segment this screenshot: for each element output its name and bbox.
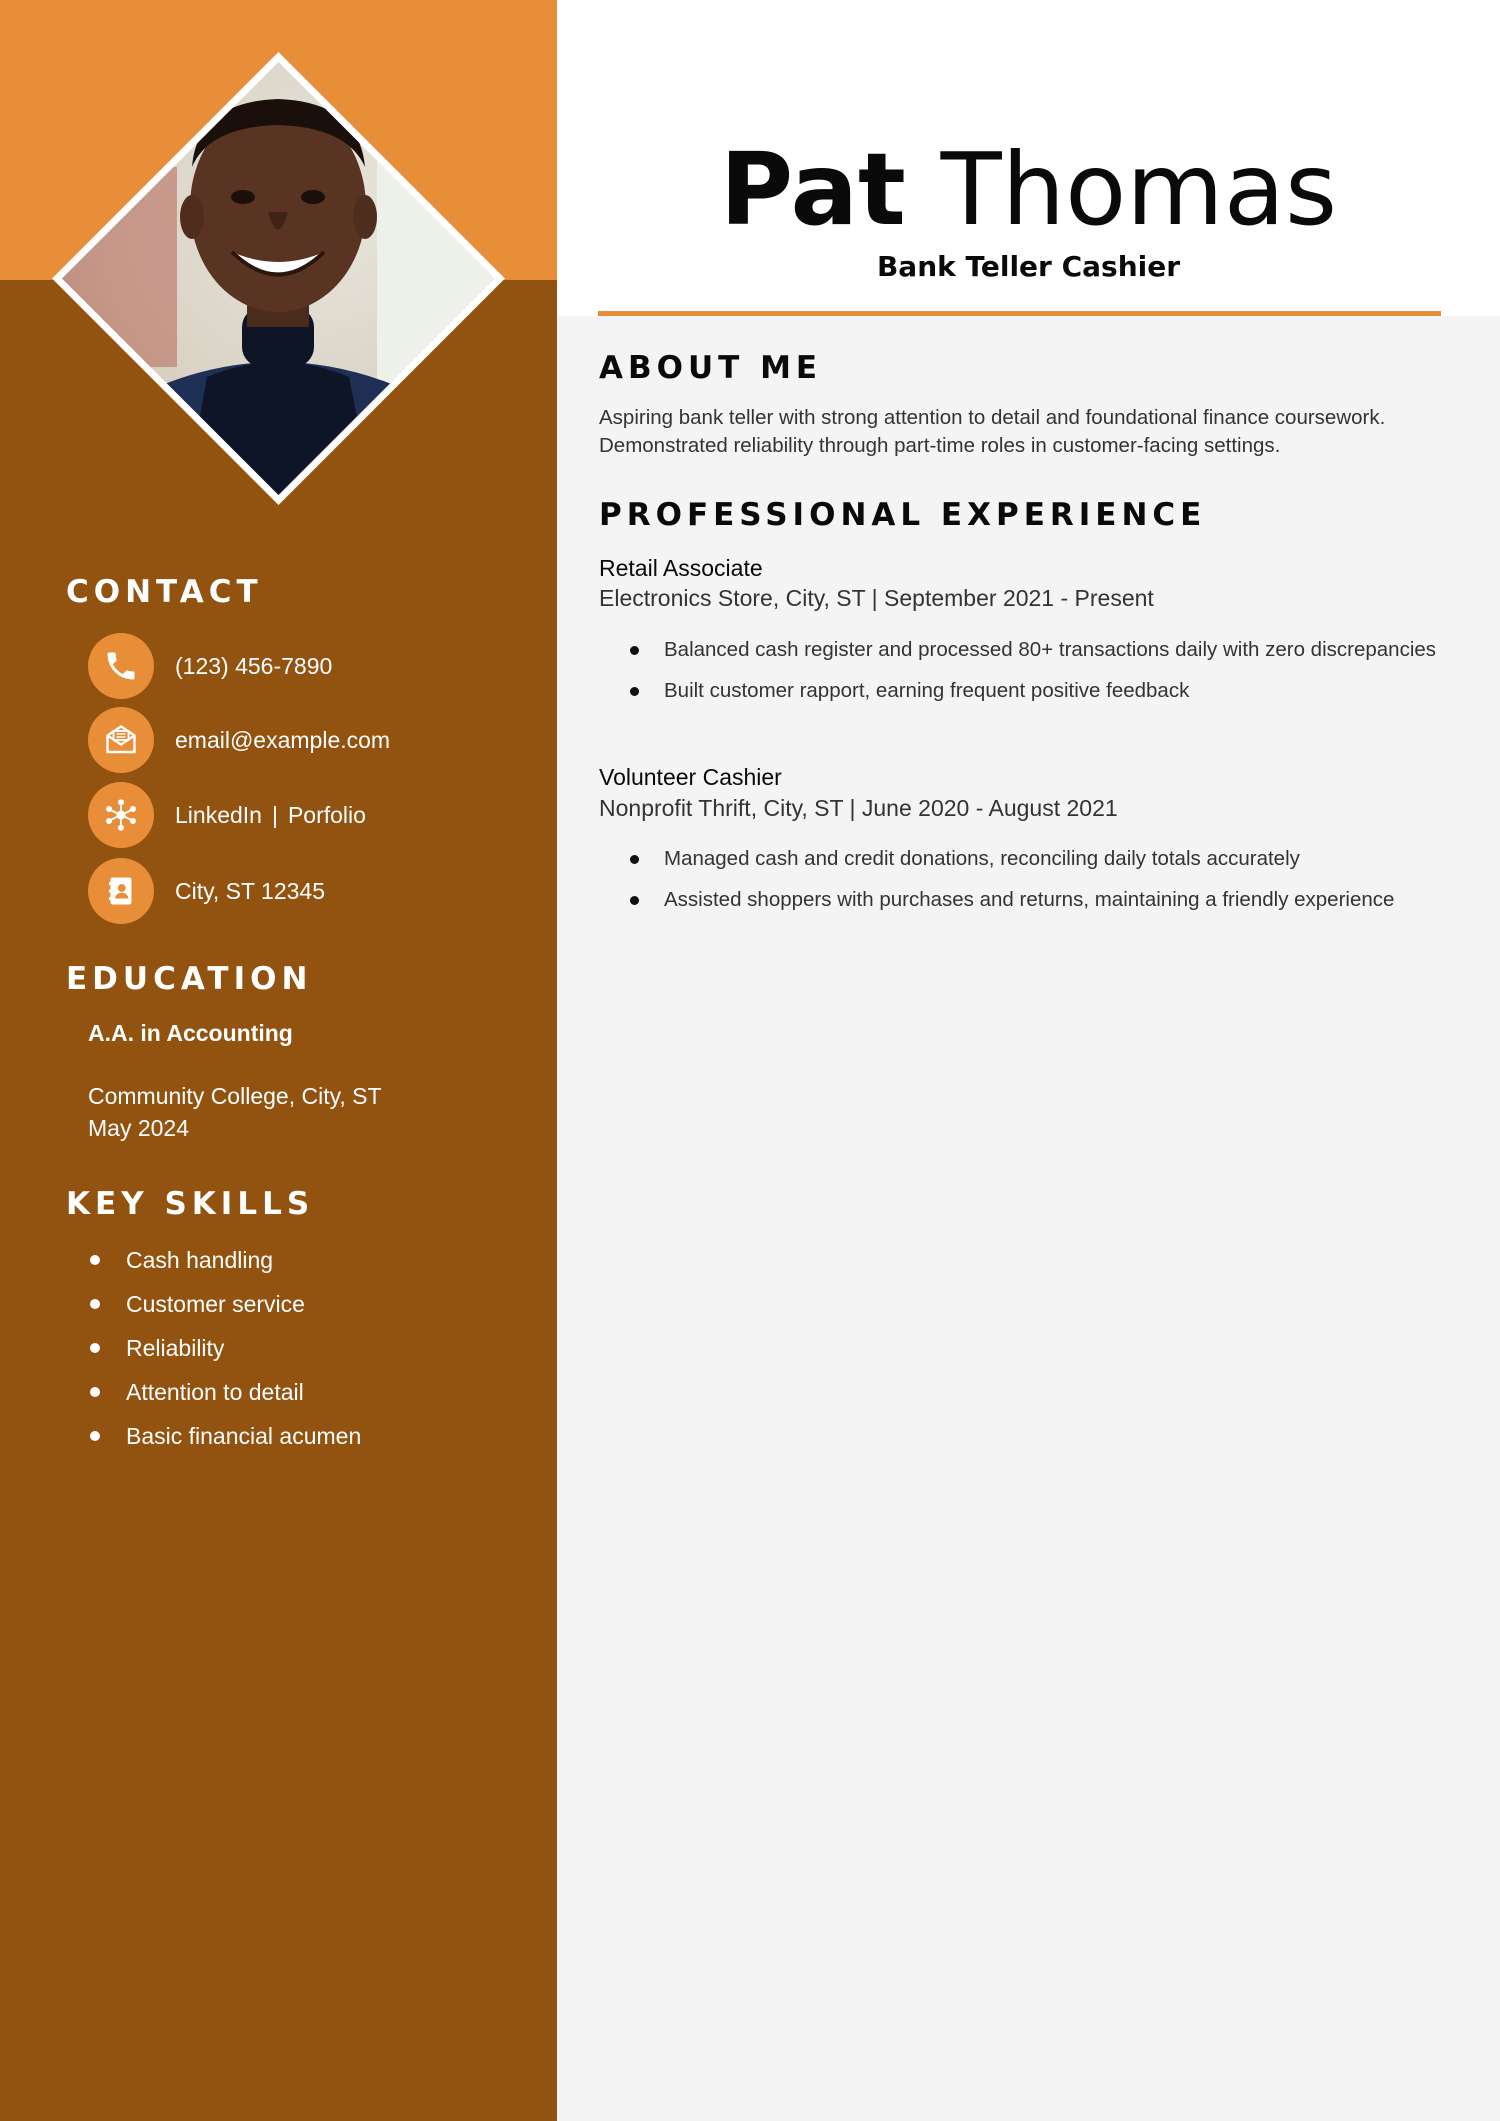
contact-location: [88, 858, 325, 924]
contact-links: [88, 782, 366, 848]
linkedin-link[interactable]: LinkedIn: [175, 801, 262, 828]
phone-text: (123) 456-7890: [175, 652, 333, 679]
contact-phone[interactable]: [88, 633, 332, 699]
about-heading: ABOUT ME: [599, 350, 823, 386]
skill-item: Attention to detail: [88, 1372, 361, 1416]
portfolio-link[interactable]: Porfolio: [287, 801, 366, 828]
skills-heading: KEY SKILLS: [66, 1186, 315, 1222]
skill-item: Reliability: [88, 1328, 361, 1372]
education-date: May 2024: [88, 1115, 190, 1141]
contact-heading: CONTACT: [66, 574, 263, 610]
location-text: City, ST 12345: [175, 877, 326, 904]
job-bullets: [625, 845, 1475, 927]
skill-item: Customer service: [88, 1284, 361, 1328]
job-role: Volunteer Cashier: [599, 764, 782, 790]
profile-photo: [47, 47, 510, 510]
phone-icon: [88, 633, 154, 699]
job-bullet: Managed cash and credit donations, reconciling daily totals accurately: [625, 845, 1475, 873]
skill-item: Cash handling: [88, 1240, 361, 1284]
job-meta: Nonprofit Thrift, City, ST | June 2020 - August 2021: [599, 795, 1118, 821]
job-role: Retail Associate: [599, 555, 763, 581]
job-meta: Electronics Store, City, ST | September 2021 - Present: [599, 585, 1154, 611]
contact-book-icon: [88, 858, 154, 924]
education-degree: A.A. in Accounting: [88, 1020, 293, 1046]
job-bullet: Assisted shoppers with purchases and returns, maintaining a friendly experience: [625, 886, 1475, 914]
last-name: Thomas: [940, 131, 1338, 248]
experience-heading: PROFESSIONAL EXPERIENCE: [599, 497, 1207, 533]
job-title: Bank Teller Cashier: [876, 250, 1181, 283]
skills-list: [88, 1240, 361, 1460]
candidate-name: [557, 130, 1500, 250]
skill-item: Basic financial acumen: [88, 1416, 361, 1460]
link-separator: |: [271, 801, 278, 828]
first-name: Pat: [719, 131, 906, 248]
job-bullets: [625, 636, 1475, 718]
header-divider: [598, 311, 1441, 316]
about-text: Aspiring bank teller with strong attention to detail and foundational finance coursework. Demonstrated reliability through part-time roles in customer-facing settings.: [599, 406, 1386, 457]
email-text: email@example.com: [175, 726, 391, 753]
education-heading: EDUCATION: [66, 961, 313, 997]
job-bullet: Balanced cash register and processed 80+ transactions daily with zero discrepancies: [625, 636, 1475, 664]
contact-email[interactable]: [88, 707, 390, 773]
education-school: Community College, City, ST: [88, 1083, 382, 1109]
envelope-icon: [88, 707, 154, 773]
network-icon: [88, 782, 154, 848]
job-bullet: Built customer rapport, earning frequent positive feedback: [625, 677, 1475, 705]
